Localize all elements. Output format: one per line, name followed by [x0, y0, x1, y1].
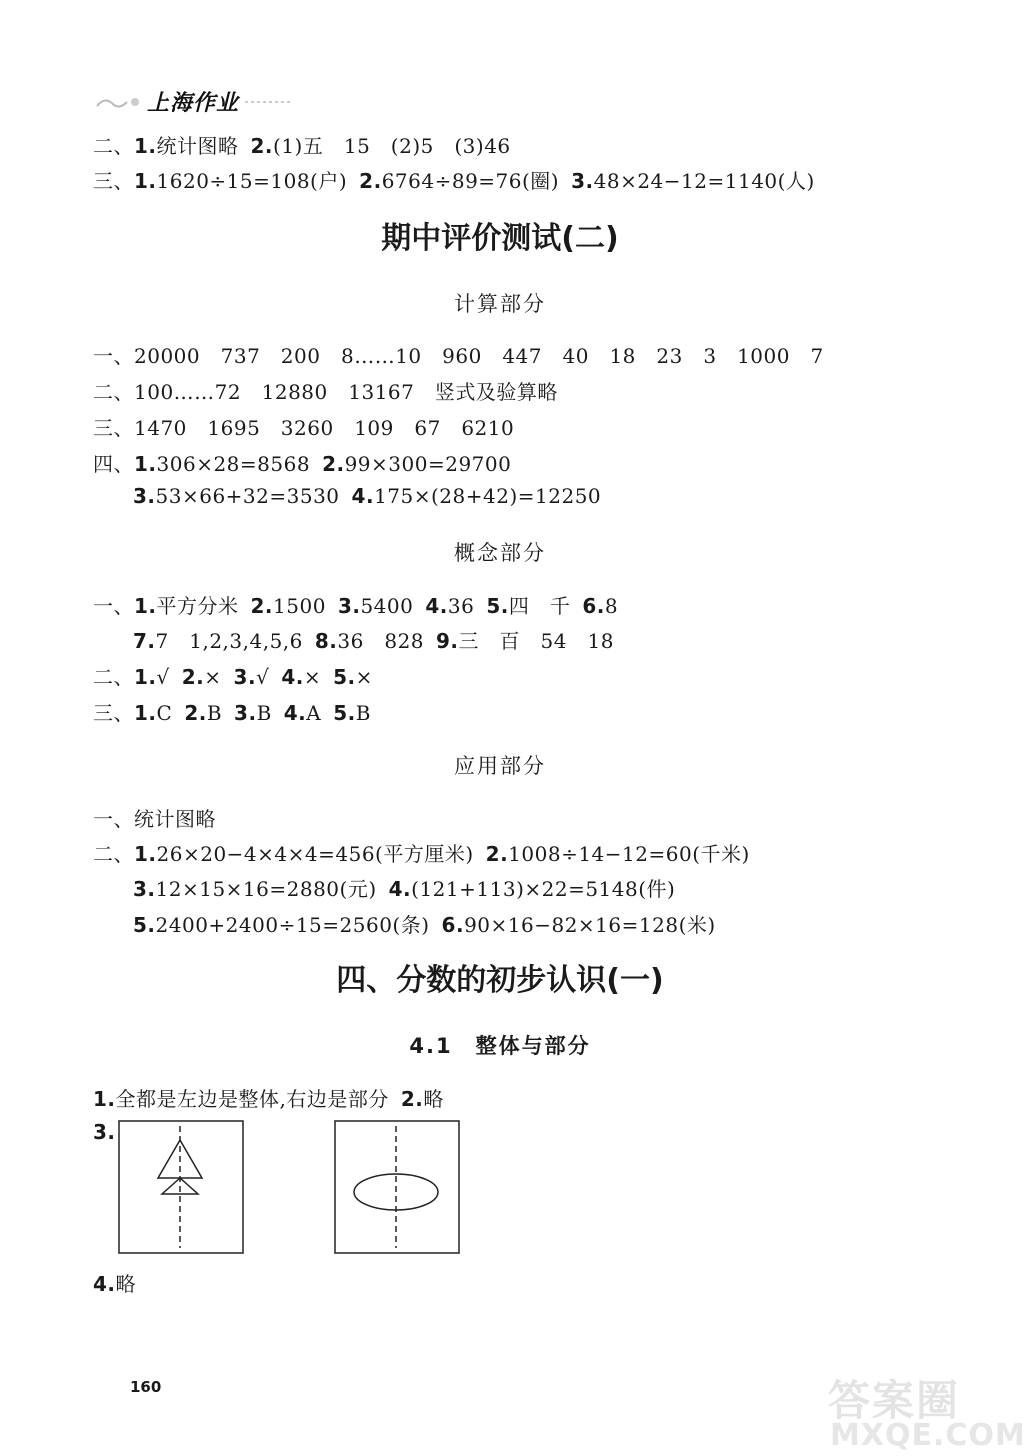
question-label: 3.	[93, 1120, 116, 1144]
answer-line: 四、1.306×28=8568 2.99×300=29700	[93, 452, 512, 476]
answer-line: 一、20000 737 200 8……10 960 447 40 18 23 3 1000 7	[93, 344, 824, 368]
symmetry-figure-triangles	[118, 1120, 244, 1254]
watermark-url: MXQE.COM	[830, 1418, 1026, 1453]
symmetry-figure-ellipse	[334, 1120, 460, 1254]
answer-line: 1.全都是左边是整体,右边是部分 2.略	[93, 1087, 444, 1111]
watermark-logo-text: 答案圈	[828, 1376, 961, 1425]
page-number: 160	[130, 1378, 162, 1396]
answer-line: 二、1.√ 2.× 3.√ 4.× 5.×	[93, 665, 373, 689]
answer-line: 三、1.C 2.B 3.B 4.A 5.B	[93, 701, 371, 725]
logo-text: 上海作业	[147, 91, 240, 116]
subsection-title: 概念部分	[454, 541, 546, 565]
section-title: 四、分数的初步认识(一)	[336, 963, 664, 998]
watermark	[800, 1368, 1026, 1456]
answer-line: 一、1.平方分米 2.1500 3.5400 4.36 5.四 千 6.8	[93, 594, 619, 618]
answer-line: 三、1470 1695 3260 109 67 6210	[93, 416, 515, 440]
section-title: 期中评价测试(二)	[381, 221, 619, 256]
answer-line: 3.12×15×16=2880(元) 4.(121+113)×22=5148(件)	[133, 877, 676, 901]
answer-line: 三、1.1620÷15=108(户) 2.6764÷89=76(圈) 3.48×24−12=1140(人)	[93, 169, 815, 193]
logo-decoration-icon	[95, 92, 145, 112]
answer-line: 7.7 1,2,3,4,5,6 8.36 828 9.三 百 54 18	[133, 629, 614, 653]
answer-line: 二、1.26×20−4×4×4=456(平方厘米) 2.1008÷14−12=60(千米)	[93, 842, 750, 866]
header-logo	[95, 86, 295, 118]
answer-line: 5.2400+2400÷15=2560(条) 6.90×16−82×16=128(米)	[133, 913, 716, 937]
subsection-title: 应用部分	[454, 754, 546, 778]
subsection-title: 计算部分	[454, 292, 546, 316]
subsection-title: 4.1 整体与部分	[409, 1034, 591, 1058]
answer-line: 一、统计图略	[93, 807, 216, 831]
answer-line: 二、1.统计图略 2.(1)五 15 (2)5 (3)46	[93, 134, 511, 158]
answer-line: 二、100……72 12880 13167 竖式及验算略	[93, 380, 558, 404]
logo-tail-decoration-icon	[243, 96, 293, 108]
answer-line: 3.53×66+32=3530 4.175×(28+42)=12250	[133, 484, 602, 508]
answer-line: 4.略	[93, 1272, 137, 1296]
